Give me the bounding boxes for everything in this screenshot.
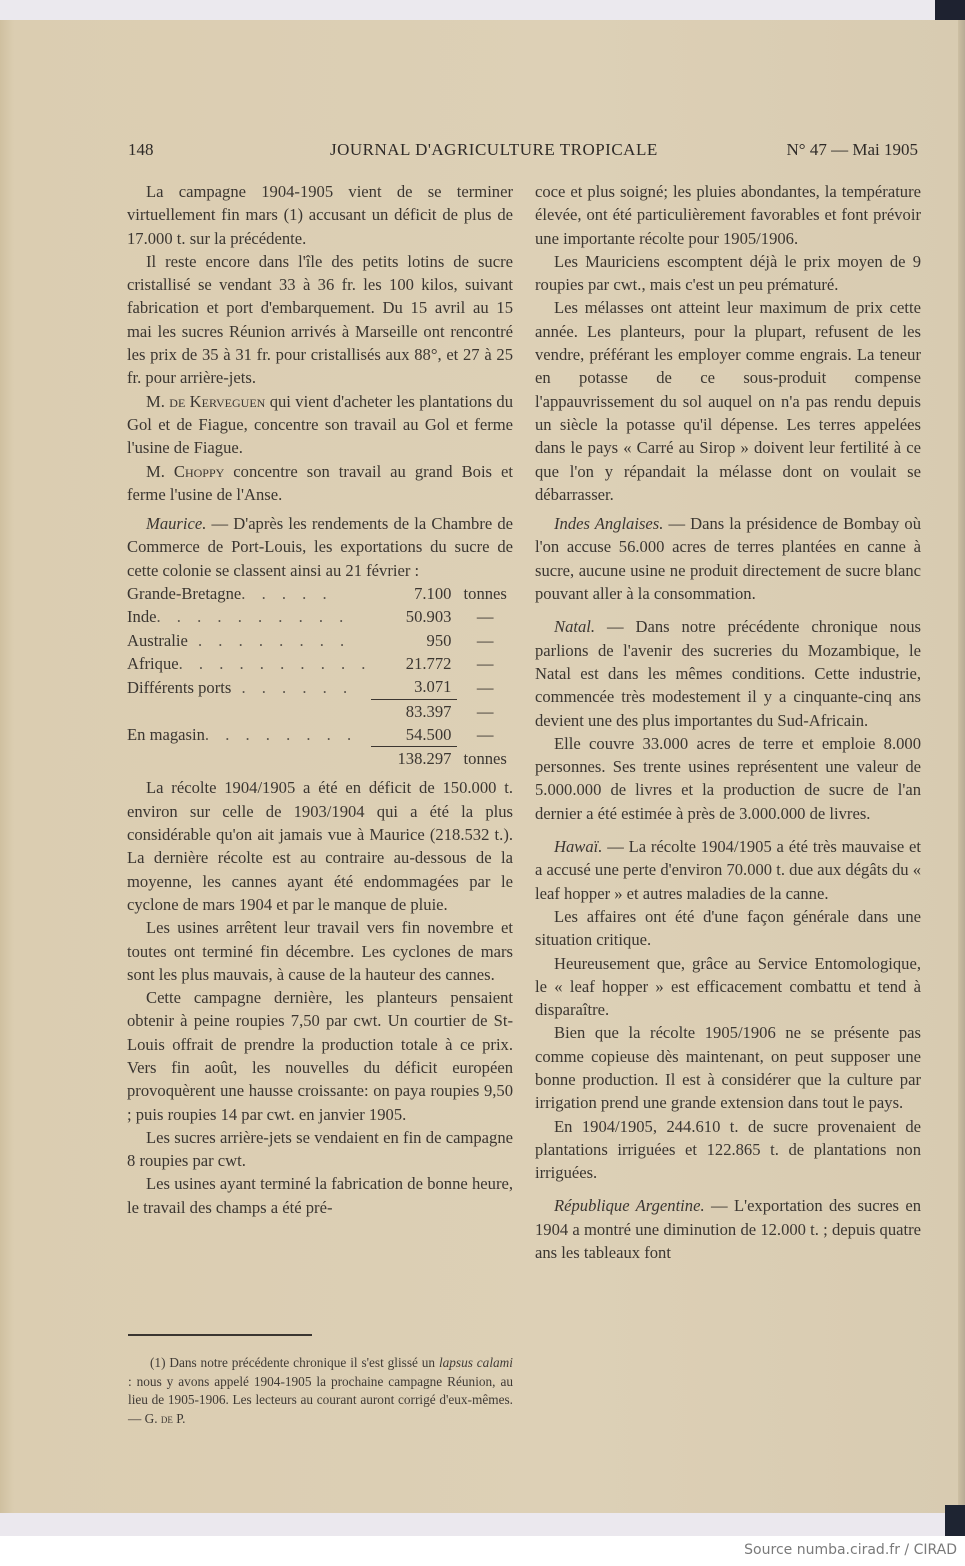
paragraph: Heureusement que, grâce au Service Entomologique, le « leaf hopper » est efficacement combattu et tend à disparaître. [535,953,921,1020]
person-name: Choppy [173,461,225,481]
paragraph: Il reste encore dans l'île des petits lotins de sucre cristallisé se vendant 33 à 36 fr. les 100 kilos, suivant fabrication et port d'embarquement. Du 15 avril au 15 mai les sucres Réunion arrivés à Marseille ont rencontré les prix de 35 à 31 fr. pour cristallisés aux 88°, et 27 à 25 fr. pour arrière-jets. [127,251,513,388]
paragraph: Les sucres arrière-jets se vendaient en fin de campagne 8 roupies par cwt. [127,1127,513,1171]
paragraph: La campagne 1904-1905 vient de se terminer virtuellement fin mars (1) accusant un déficit de plus de 17.000 t. sur la précédente. [127,182,513,248]
scan-background-top [0,0,965,20]
table-row: Afrique. . . . . . . . . . 21.772 — [127,653,494,673]
issue-label: N° 47 — Mai 1905 [786,140,918,159]
paragraph: Cette campagne dernière, les planteurs pensaient obtenir à peine roupies 7,50 par cwt. Un courtier de St-Louis offrait de prendre la production totale à ce prix. Vers fin août, les nouvelles du déficit européen provoquèrent une hausse croissante: on paya roupies 9,50 ; puis roupies 14 par cwt. en janvier 1905. [127,988,513,1124]
section-heading: Hawaï. [554,837,603,857]
binding-edge-top [935,0,965,20]
footnote-divider [128,1334,312,1336]
section-natal: Natal. — Dans notre précédente chronique nous parlions de l'avenir des sucreries du Mozambique, le Natal est dans les mêmes conditions. Cette industrie, commencée très modestement il y a cinquante-cinq ans devient une des plus importantes du Sud-Africain. [535,617,921,730]
paragraph: coce et plus soigné; les pluies abondantes, la température élevée, ont été particulièrement favorables et font prévoir une importante récolte pour 1905/1906. [535,182,921,248]
page-edge [958,20,965,1513]
section-republique-argentine: République Argentine. — L'exportation des sucres en 1904 a montré une diminution de 12.000 t. ; depuis quatre ans les tableaux font [535,1196,921,1263]
left-column [127,180,513,1219]
table-row: Différents ports . . . . . . 3.071 — [127,675,513,699]
paragraph: Les affaires ont été d'une façon générale dans une situation critique. [535,906,921,950]
paragraph: La récolte 1904/1905 a été en déficit de 150.000 t. environ sur celle de 1903/1904 qui a été la plus considérable qu'on ait jamais vue à Maurice (218.532 t.). La dernière récolte est au contraire au-dessous de la moyenne, les cannes ayant été endommagées par le cyclone de mars 1904 et par le manque de pluie. [127,778,513,914]
paragraph: M. Choppy concentre son travail au grand Bois et ferme l'usine de l'Anse. [127,461,513,504]
table-row: Inde. . . . . . . . . . 50.903 — [127,607,494,627]
paragraph: En 1904/1905, 244.610 t. de sucre provenaient de plantations irriguées et 122.865 t. de plantations non irriguées. [535,1116,921,1183]
section-heading: Maurice. [146,514,207,534]
footnote-marker: (1) [150,1355,166,1370]
paragraph: Elle couvre 33.000 acres de terre et emploie 8.000 personnes. Ses trente usines représentent une valeur de 5.000.000 de livres et la production de sucre de l'an dernier a été estimée à près de 3.000.000 de livres. [535,733,921,823]
paragraph: Bien que la récolte 1905/1906 ne se présente pas comme copieuse dès maintenant, on peut supposer une bonne production. Il est à considérer que la culture par irrigation prend une grande extension dans tout le pays. [535,1023,921,1113]
page-number: 148 [128,140,154,159]
table-row: Grande-Bretagne. . . . . 7.100 tonnes [127,584,507,604]
section-indes-anglaises: Indes Anglaises. — Dans la présidence de Bombay où l'on accuse 56.000 acres de terres plantées en canne à sucre, aucune usine ne produit directement de sucre blanc pouvant aller à la consommation. [535,514,921,604]
paragraph: M. de Kerveguen qui vient d'acheter les plantations du Gol et de Fiague, concentre son travail au Gol et ferme l'usine de Fiague. [127,391,513,458]
table-row: En magasin. . . . . . . . 54.500 — [127,723,513,747]
binding-edge-bottom [945,1505,965,1536]
section-heading: Natal. [554,617,596,637]
paragraph: Les Mauriciens escomptent déjà le prix moyen de 9 roupies par cwt., mais c'est un peu prématuré. [535,251,921,295]
paragraph: Les usines ayant terminé la fabrication de bonne heure, le travail des champs a été pré- [127,1174,513,1217]
exports-table [127,582,513,770]
section-maurice: Maurice. — D'après les rendements de la Chambre de Commerce de Port-Louis, les exportations du sucre de cette colonie se classent ainsi au 21 février : [127,514,513,580]
journal-title: JOURNAL D'AGRICULTURE TROPICALE [330,140,658,159]
table-total-row: 138.297 tonnes [397,749,507,769]
footnote: (1) Dans notre précédente chronique il s'est glissé un lapsus calami : nous y avons appelé 1904-1905 la prochaine campagne Réunion, au lieu de 1905-1906. Les lecteurs au courant auront corrigé d'eux-mêmes. — G. de P. [128,1355,513,1426]
paragraph: Les mélasses ont atteint leur maximum de prix cette année. Les planteurs, pour la plupart, refusent de les vendre, préférant les employer comme engrais. La teneur en potasse de ce sous-produit compense l'appauvrissement du sol auquel on n'a pas rendu depuis un siècle la potasse qu'il dépense. Les terres appelées dans le pays « Carré au Sirop » doivent leur fertilité à ce que l'on y répandait la mélasse dont on voulait se débarrasser. [535,298,921,504]
section-heading: République Argentine. [554,1196,705,1216]
running-header [128,140,918,164]
journal-page [0,20,958,1513]
table-row: Australie . . . . . . . . 950 — [127,630,494,650]
table-subtotal-row: 83.397 — [405,701,494,721]
section-hawai: Hawaï. — La récolte 1904/1905 a été très mauvaise et a accusé une perte d'environ 70.000 t. due aux dégâts du « leaf hopper » et autres maladies de la canne. [535,837,921,903]
section-heading: Indes Anglaises. [554,514,664,534]
source-credit: Source numba.cirad.fr / CIRAD [744,1542,957,1558]
paragraph: Les usines arrêtent leur travail vers fin novembre et toutes ont terminé fin décembre. Les cyclones de mars sont les plus mauvais, à cause de la hauteur des cannes. [127,918,513,984]
scan-background-bottom [0,1513,965,1536]
person-name: de Kerveguen [169,391,266,411]
right-column [535,180,921,1264]
